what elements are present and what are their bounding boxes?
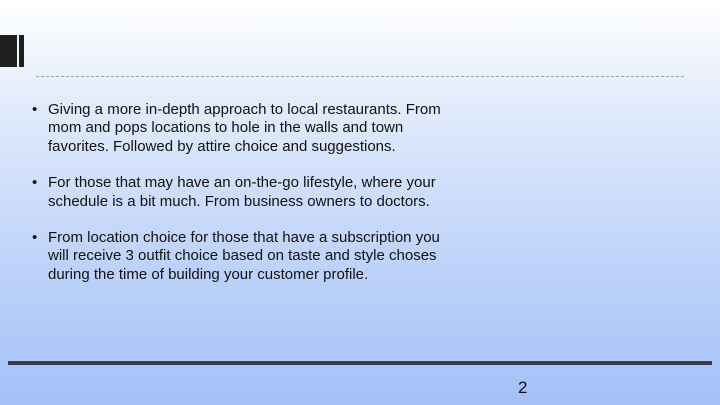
bullet-list	[30, 101, 460, 302]
corner-decoration	[0, 35, 24, 67]
bullet-item	[30, 174, 460, 211]
bullet-text: Giving a more in-depth approach to local restaurants. From mom and pops locations to hole in the walls and town favorites. Followed by attire choice and suggestions.	[48, 101, 441, 155]
bullet-icon: •	[32, 174, 38, 192]
bullet-text: For those that may have an on-the-go lifestyle, where your schedule is a bit much. From business owners to doctors.	[48, 174, 436, 210]
bullet-item	[30, 229, 460, 284]
bullet-item	[30, 101, 460, 156]
bullet-icon: •	[32, 229, 38, 247]
corner-bar-thick	[0, 35, 17, 67]
bullet-text: From location choice for those that have a subscription you will receive 3 outfit choice based on taste and style choses during the time of building your customer profile.	[48, 229, 440, 283]
bullet-icon: •	[32, 101, 38, 118]
footer-divider	[8, 361, 712, 365]
corner-bar-thin	[19, 35, 24, 67]
dotted-divider	[36, 76, 684, 77]
page-number: 2	[518, 378, 528, 397]
